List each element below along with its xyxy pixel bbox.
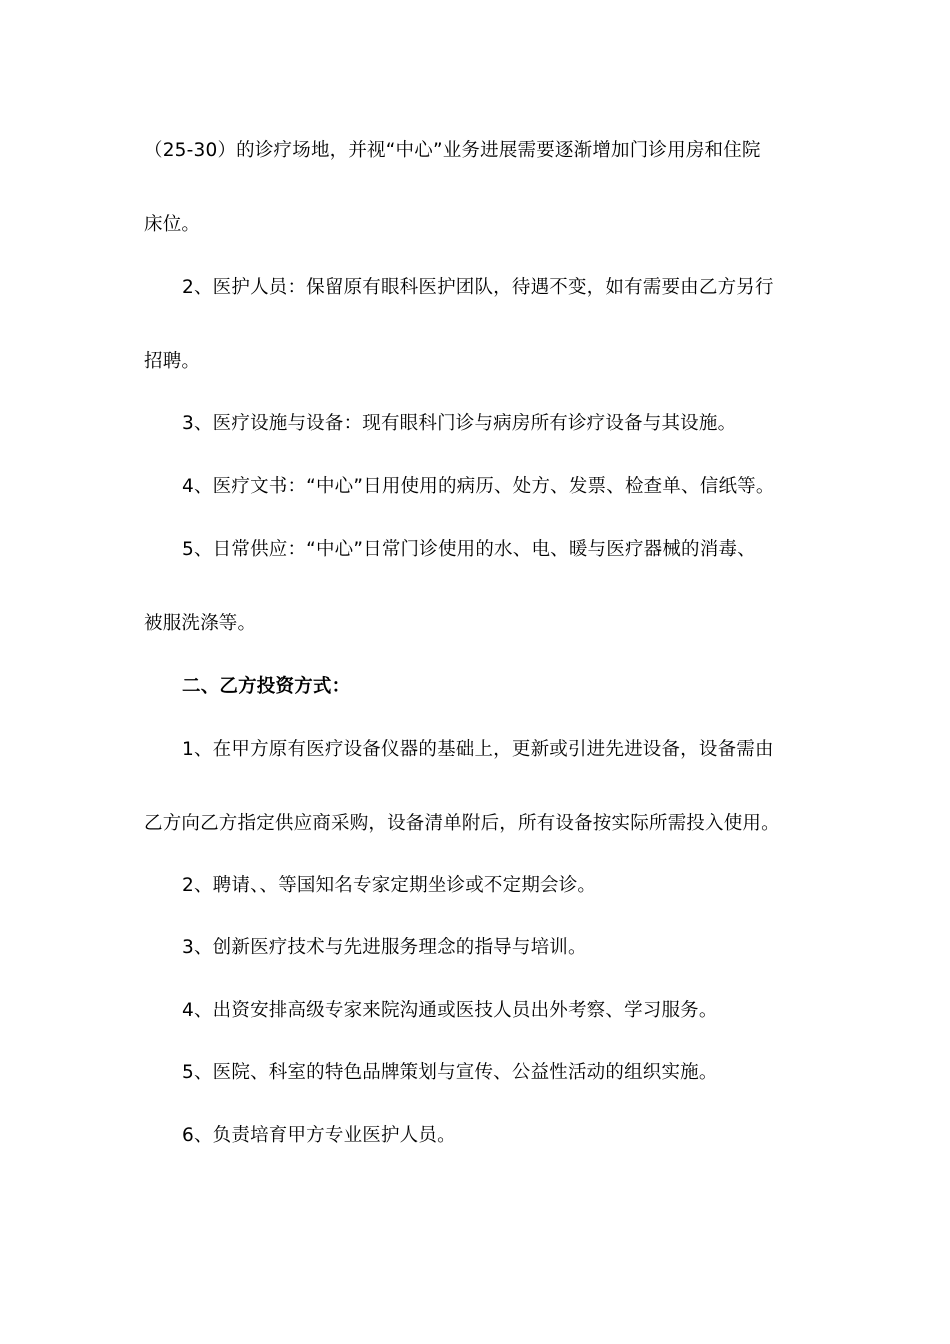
list-item-training: 3、创新医疗技术与先进服务理念的指导与培训。: [182, 937, 587, 958]
list-item-documents: 4、医疗文书：“中心”日用使用的病历、处方、发票、检查单、信纸等。: [182, 476, 775, 497]
paragraph-line: 乙方向乙方指定供应商采购，设备清单附后，所有设备按实际所需投入使用。: [144, 813, 780, 834]
list-item-medical-staff: 2、医护人员：保留原有眼科医护团队，待遇不变，如有需要由乙方另行: [182, 277, 774, 298]
list-item-exchange: 4、出资安排高级专家来院沟通或医技人员出外考察、学习服务。: [182, 1000, 718, 1021]
list-item-daily-supply: 5、日常供应：“中心”日常门诊使用的水、电、暖与医疗器械的消毒、: [182, 539, 756, 560]
paragraph-line: （25-30）的诊疗场地，并视“中心”业务进展需要逐渐增加门诊用房和住院: [144, 140, 761, 161]
paragraph-line: 被服洗涤等。: [144, 613, 257, 634]
paragraph-line: 招聘。: [144, 351, 201, 372]
list-item-equipment: 1、在甲方原有医疗设备仪器的基础上，更新或引进先进设备，设备需由: [182, 739, 774, 760]
paragraph-line: 床位。: [144, 214, 201, 235]
list-item-branding: 5、医院、科室的特色品牌策划与宣传、公益性活动的组织实施。: [182, 1062, 718, 1083]
list-item-facilities: 3、医疗设施与设备：现有眼科门诊与病房所有诊疗设备与其设施。: [182, 413, 737, 434]
list-item-experts: 2、聘请、、等国知名专家定期坐诊或不定期会诊。: [182, 875, 597, 896]
section-heading: 二、乙方投资方式：: [182, 676, 351, 697]
list-item-staff-development: 6、负责培育甲方专业医护人员。: [182, 1125, 456, 1146]
